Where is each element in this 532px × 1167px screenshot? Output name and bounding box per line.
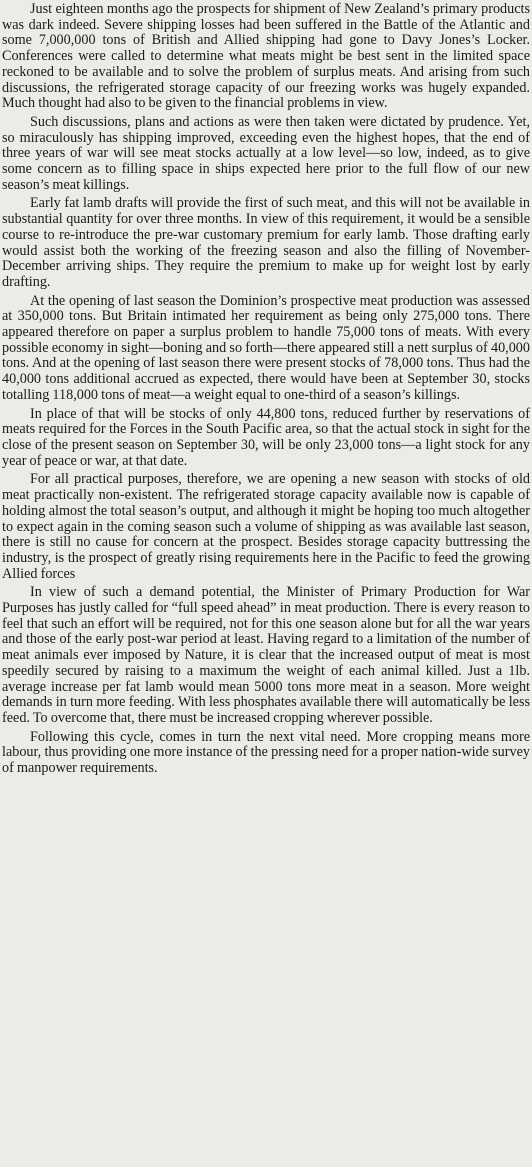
paragraph-meat-production: At the opening of last season the Dominion’s prospective meat production was assessed at 350,000 tons. But Britain intimated her requirement as being only 275,000 tons. There appeared therefore on paper a surplus problem to handle 75,000 tons of meats. With every possible economy in sight—boning and so forth—there appeared still a nett surplus of 40,000 tons. And at the opening of last season there were present stocks of 78,000 tons. Thus had the 40,000 tons additional accrued as expected, there would have been at September 30, stocks totalling 118,000 tons of meat—a weight equal to one-third of a season’s killings. xyxy=(2,292,530,403)
paragraph-stocks: In place of that will be stocks of only 44,800 tons, reduced further by reservations of meats required for the Forces in the South Pacific area, so that the actual stock in sight for the close of the present season on September 30, will be only 23,000 tons—a light stock for any year of peace or war, at that date. xyxy=(2,405,530,469)
paragraph-full-speed-ahead: In view of such a demand potential, the Minister of Primary Production for War Purposes has justly called for “full speed ahead” in meat production. There is every reason to feel that such an effort will be required, not for this one season alone but for all the war years and those of the early post-war period at least. Having regard to a limitation of the number of meat animals ever imposed by Nature, it is clear that the increased output of meat is most speedily secured by raising to a maximum the weight of each animal killed. Just a 1lb. average increase per fat lamb would mean 5000 tons more meat in a season. More weight demands in turn more feeding. With less phosphates available there will automatically be less feed. To overcome that, there must be increased cropping wherever possible. xyxy=(2,584,530,726)
paragraph-shipping-prospects: Just eighteen months ago the prospects for shipment of New Zealand’s primary products was dark indeed. Severe shipping losses had been suffered in the Battle of the Atlantic and some 7,000,000 tons of British and Allied shipping had gone to Davy Jones’s Locker. Conferences were called to determine what meats might be best sent in the limited space reckoned to be available and to solve the problem of surplus meats. And arising from such discussions, the refrigerated storage capacity of our freezing works was hugely expanded. Much thought had also to be given to the financial problems in view. xyxy=(2,1,530,112)
paragraph-early-lamb: Early fat lamb drafts will provide the first of such meat, and this will not be available in substantial quantity for over three months. In view of this requirement, it would be a sensible course to re-introduce the pre-war customary premium for early lamb. Those drafting early would assist both the working of the freezing season and also the filling of November-December arriving ships. They require the premium to make up for weight lost by early drafting. xyxy=(2,195,530,290)
paragraph-prudence: Such discussions, plans and actions as were then taken were dictated by prudence. Yet, so miraculously has shipping improved, exceeding even the highest hopes, that the end of three years of war will see meat stocks actually at a low level—so low, indeed, as to give some concern as to filling space in ships expected here prior to the full flow of our new season’s meat killings. xyxy=(2,113,530,193)
paragraph-new-season: For all practical purposes, therefore, we are opening a new season with stocks of old meat practically non-existent. The refrigerated storage capacity available now is capable of holding almost the total season’s output, and although it might be hoping too much altogether to expect again in the coming season such a volume of shipping as was available last season, there is still no cause for concern at the prospect. Besides storage capacity buttressing the industry, is the prospect of greatly rising requirements here in the Pacific to feed the growing Allied forces xyxy=(2,471,530,582)
paragraph-manpower: Following this cycle, comes in turn the next vital need. More cropping means more labour, thus providing one more instance of the pressing need for a proper nation-wide survey of manpower requirements. xyxy=(2,728,530,777)
